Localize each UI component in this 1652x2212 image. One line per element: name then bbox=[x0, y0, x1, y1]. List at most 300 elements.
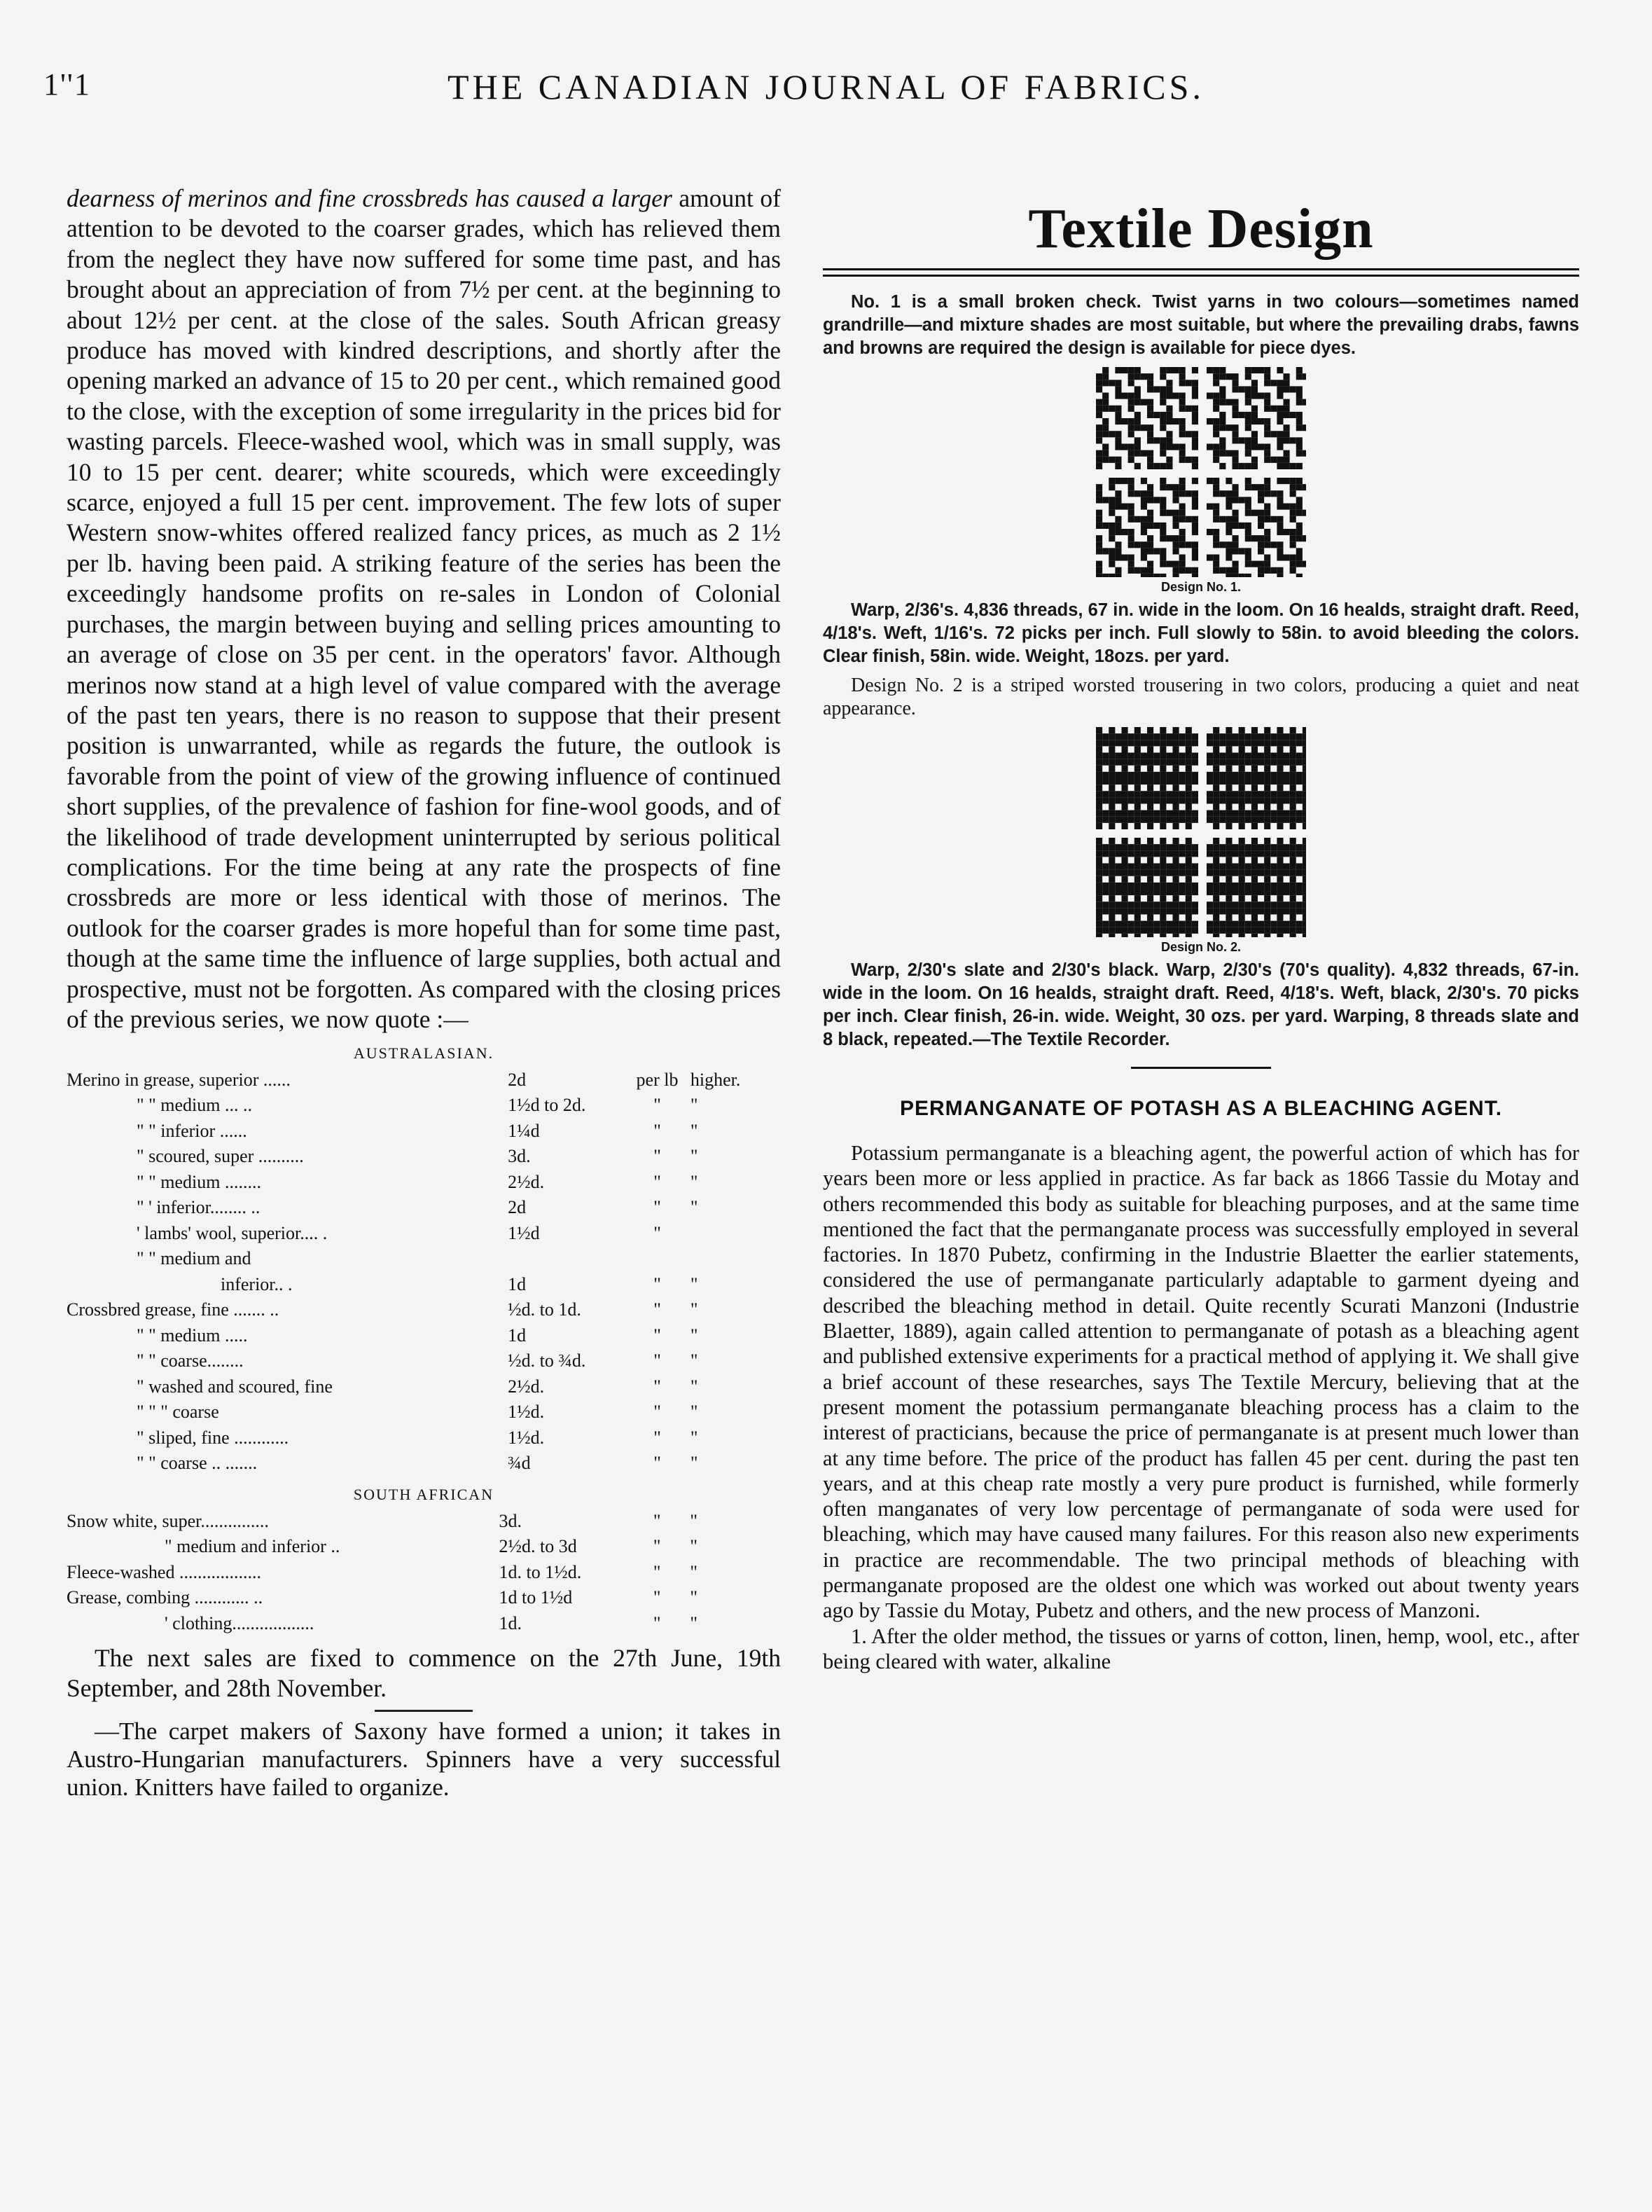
weave-cell bbox=[1179, 908, 1186, 914]
weave-cell bbox=[1277, 857, 1283, 863]
weave-cell bbox=[1179, 535, 1186, 541]
weave-cell bbox=[1290, 504, 1296, 510]
weave-cell bbox=[1226, 791, 1232, 797]
weave-cell bbox=[1109, 895, 1115, 901]
weave-cell bbox=[1153, 908, 1160, 914]
weave-cell bbox=[1251, 857, 1258, 863]
weave-cell bbox=[1173, 567, 1179, 574]
weave-cell bbox=[1277, 555, 1283, 561]
weave-cell bbox=[1128, 431, 1134, 437]
weave-cell bbox=[1115, 367, 1121, 373]
weave-cell bbox=[1270, 889, 1277, 895]
weave-cell bbox=[1134, 817, 1141, 823]
weave-cell bbox=[1102, 921, 1109, 927]
permanganate-paragraph-1: Potassium permanganate is a bleaching agent, the powerful action of which has for years been more or less applied in practice. As far back as 1866 Tassie du Motay and others recommended this body as suitable for bleaching purposes, and at the same time mentioned the fact that the permanganate process was successfully employed in several factories. In 1870 Pubetz, confirming in the Industrie Blaetter the earlier statements, considered the use of permanganate particularly adaptable to garment dyeing and described the bleaching method in detail. Quite recently Scurati Manzoni (Industrie Blaetter, 1889), again called attention to permanganate of potash as a bleaching agent and published extensive experiments for a practical method of applying it. We shall give a brief account of these researches, says The Textile Mercury, believing that at the present moment the potassium permanganate bleaching process has a claim to the interest of practicians, because the price of permanganate is at present much lower than at any time before. The price of the product has fallen 45 per cent. during the past ten years, and at this cheap rate mostly a very pure product is furnished, while formerly often manganates of very low percentage of permanganate of soda were used for bleaching, which may have caused many failures. For this reason also new experiments in practice are recommendable. The two principal methods of bleaching with permanganate proposed are the oldest one which was worked out about twenty years ago by Tassie du Motay, Pubetz and others, and the new process of Manzoni. bbox=[823, 1141, 1579, 1623]
weave-cell bbox=[1096, 753, 1102, 759]
weave-cell bbox=[1102, 399, 1109, 406]
price-cell-desc: inferior.. . bbox=[221, 1273, 293, 1294]
weave-cell bbox=[1213, 876, 1219, 883]
weave-cell bbox=[1233, 901, 1239, 908]
weave-cell bbox=[1277, 753, 1283, 759]
price-cell-price: 3d. bbox=[499, 1510, 522, 1531]
weave-cell bbox=[1192, 406, 1198, 412]
weave-cell bbox=[1109, 908, 1115, 914]
weave-cell bbox=[1141, 844, 1147, 850]
weave-cell bbox=[1264, 772, 1270, 778]
weave-cell bbox=[1128, 424, 1134, 431]
weave-cell bbox=[1264, 490, 1270, 497]
weave-cell bbox=[1264, 778, 1270, 784]
weave-cell bbox=[1128, 791, 1134, 797]
weave-cell bbox=[1296, 463, 1303, 469]
weave-cell bbox=[1134, 857, 1141, 863]
weave-cell bbox=[1213, 444, 1219, 450]
weave-cell bbox=[1160, 895, 1166, 901]
weave-cell bbox=[1277, 921, 1283, 927]
weave-cell bbox=[1213, 915, 1219, 921]
weave-cell bbox=[1109, 772, 1115, 778]
weave-cell bbox=[1179, 367, 1186, 373]
weave-cell bbox=[1207, 529, 1213, 535]
weave-cell bbox=[1134, 740, 1141, 746]
weave-cell bbox=[1219, 889, 1226, 895]
weave-cell bbox=[1264, 510, 1270, 516]
weave-cell bbox=[1179, 753, 1186, 759]
weave-cell bbox=[1303, 864, 1306, 870]
weave-cell bbox=[1160, 901, 1166, 908]
weave-cell bbox=[1134, 367, 1141, 373]
weave-cell bbox=[1134, 791, 1141, 797]
weave-cell bbox=[1284, 463, 1290, 469]
weave-cell bbox=[1115, 548, 1121, 554]
weave-cell bbox=[1096, 380, 1102, 386]
weave-cell bbox=[1303, 746, 1306, 752]
weave-cell bbox=[1296, 817, 1303, 823]
weave-cell bbox=[1115, 406, 1121, 412]
weave-cell bbox=[1134, 444, 1141, 450]
weave-cell bbox=[1258, 864, 1264, 870]
weave-cell bbox=[1233, 516, 1239, 523]
weave-cell bbox=[1186, 797, 1192, 803]
weave-cell bbox=[1251, 733, 1258, 740]
weave-cell bbox=[1264, 561, 1270, 567]
weave-cell bbox=[1102, 574, 1109, 577]
weave-cell bbox=[1213, 484, 1219, 490]
weave-cell bbox=[1147, 876, 1153, 883]
weave-cell bbox=[1134, 804, 1141, 810]
weave-cell bbox=[1258, 889, 1264, 895]
weave-cell bbox=[1290, 838, 1296, 844]
weave-cell bbox=[1277, 864, 1283, 870]
price-cell-price: 1½d bbox=[508, 1222, 540, 1243]
weave-cell bbox=[1213, 541, 1219, 548]
weave-cell bbox=[1303, 804, 1306, 810]
weave-cell bbox=[1296, 535, 1303, 541]
weave-cell bbox=[1284, 555, 1290, 561]
weave-cell bbox=[1147, 523, 1153, 529]
weave-cell bbox=[1258, 733, 1264, 740]
price-cell-price: 1d bbox=[508, 1325, 527, 1346]
weave-cell bbox=[1173, 759, 1179, 766]
weave-cell bbox=[1173, 541, 1179, 548]
weave-cell bbox=[1102, 778, 1109, 784]
weave-cell bbox=[1233, 810, 1239, 817]
weave-cell bbox=[1258, 908, 1264, 914]
weave-cell bbox=[1239, 463, 1245, 469]
weave-cell bbox=[1160, 463, 1166, 469]
weave-cell bbox=[1166, 759, 1172, 766]
weave-cell bbox=[1102, 424, 1109, 431]
weave-cell bbox=[1264, 567, 1270, 574]
weave-cell bbox=[1147, 817, 1153, 823]
weave-cell bbox=[1290, 478, 1296, 484]
weave-cell bbox=[1296, 412, 1303, 418]
weave-cell bbox=[1122, 908, 1128, 914]
price-cell-higher: " bbox=[690, 1120, 698, 1141]
weave-cell bbox=[1102, 733, 1109, 740]
weave-cell bbox=[1141, 424, 1147, 431]
weave-cell bbox=[1277, 367, 1283, 373]
weave-cell bbox=[1264, 870, 1270, 876]
weave-cell bbox=[1096, 838, 1102, 844]
weave-cell bbox=[1270, 817, 1277, 823]
weave-cell bbox=[1213, 457, 1219, 463]
weave-cell bbox=[1277, 444, 1283, 450]
price-cell-higher: " bbox=[690, 1510, 697, 1531]
weave-cell bbox=[1284, 889, 1290, 895]
weave-cell bbox=[1213, 934, 1219, 937]
weave-cell bbox=[1284, 504, 1290, 510]
weave-cell bbox=[1207, 870, 1213, 876]
weave-cell bbox=[1141, 529, 1147, 535]
weave-cell bbox=[1264, 484, 1270, 490]
weave-cell bbox=[1096, 804, 1102, 810]
weave-cell bbox=[1226, 516, 1232, 523]
weave-cell bbox=[1290, 561, 1296, 567]
weave-cell bbox=[1233, 490, 1239, 497]
weave-cell bbox=[1233, 772, 1239, 778]
weave-cell bbox=[1226, 850, 1232, 857]
weave-cell bbox=[1096, 876, 1102, 883]
weave-cell bbox=[1264, 418, 1270, 424]
weave-cell bbox=[1166, 463, 1172, 469]
weave-cell bbox=[1109, 740, 1115, 746]
weave-cell bbox=[1251, 908, 1258, 914]
weave-cell bbox=[1251, 864, 1258, 870]
weave-cell bbox=[1109, 766, 1115, 772]
weave-cell bbox=[1303, 535, 1306, 541]
weave-cell bbox=[1258, 844, 1264, 850]
weave-cell bbox=[1186, 921, 1192, 927]
weave-cell bbox=[1251, 850, 1258, 857]
weave-cell bbox=[1226, 889, 1232, 895]
weave-cell bbox=[1096, 490, 1102, 497]
weave-cell bbox=[1251, 784, 1258, 791]
weave-cell bbox=[1122, 838, 1128, 844]
weave-cell bbox=[1109, 523, 1115, 529]
weave-cell bbox=[1122, 804, 1128, 810]
price-cell-price: 1d. to 1½d. bbox=[499, 1561, 582, 1582]
weave-cell bbox=[1277, 431, 1283, 437]
weave-cell bbox=[1264, 727, 1270, 733]
weave-cell bbox=[1270, 791, 1277, 797]
weave-cell bbox=[1192, 567, 1198, 574]
weave-cell bbox=[1226, 490, 1232, 497]
weave-cell bbox=[1296, 497, 1303, 503]
weave-cell bbox=[1147, 412, 1153, 418]
weave-cell bbox=[1128, 864, 1134, 870]
weave-cell bbox=[1277, 791, 1283, 797]
weave-cell bbox=[1173, 838, 1179, 844]
weave-cell bbox=[1277, 766, 1283, 772]
weave-cell bbox=[1128, 541, 1134, 548]
weave-cell bbox=[1109, 864, 1115, 870]
weave-cell bbox=[1166, 817, 1172, 823]
weave-cell bbox=[1173, 510, 1179, 516]
weave-cell bbox=[1290, 921, 1296, 927]
weave-cell bbox=[1186, 883, 1192, 889]
weave-cell bbox=[1226, 399, 1232, 406]
weave-cell bbox=[1284, 457, 1290, 463]
weave-cell bbox=[1128, 561, 1134, 567]
weave-cell bbox=[1277, 889, 1283, 895]
weave-cell bbox=[1245, 850, 1251, 857]
weave-cell bbox=[1160, 555, 1166, 561]
weave-cell bbox=[1179, 450, 1186, 457]
weave-cell bbox=[1296, 778, 1303, 784]
weave-cell bbox=[1290, 516, 1296, 523]
weave-cell bbox=[1192, 889, 1198, 895]
price-cell-desc: " scoured, super .......... bbox=[137, 1146, 304, 1167]
weave-cell bbox=[1239, 934, 1245, 937]
weave-cell bbox=[1147, 753, 1153, 759]
weave-cell bbox=[1245, 412, 1251, 418]
weave-cell bbox=[1264, 759, 1270, 766]
weave-cell bbox=[1109, 823, 1115, 829]
weave-cell bbox=[1290, 901, 1296, 908]
weave-cell bbox=[1245, 504, 1251, 510]
weave-cell bbox=[1096, 541, 1102, 548]
weave-cell bbox=[1296, 386, 1303, 392]
weave-cell bbox=[1245, 883, 1251, 889]
weave-cell bbox=[1251, 838, 1258, 844]
weave-cell bbox=[1096, 386, 1102, 392]
weave-cell bbox=[1213, 901, 1219, 908]
weave-cell bbox=[1102, 523, 1109, 529]
weave-cell bbox=[1219, 541, 1226, 548]
weave-cell bbox=[1303, 883, 1306, 889]
price-row bbox=[67, 1399, 774, 1425]
weave-cell bbox=[1160, 915, 1166, 921]
weave-cell bbox=[1141, 504, 1147, 510]
weave-cell bbox=[1303, 844, 1306, 850]
weave-cell bbox=[1147, 864, 1153, 870]
weave-cell bbox=[1160, 889, 1166, 895]
weave-cell bbox=[1160, 753, 1166, 759]
weave-cell bbox=[1115, 463, 1121, 469]
weave-cell bbox=[1213, 784, 1219, 791]
weave-cell bbox=[1233, 797, 1239, 803]
weave-cell bbox=[1160, 876, 1166, 883]
price-row bbox=[67, 1374, 774, 1399]
weave-cell bbox=[1160, 857, 1166, 863]
weave-cell bbox=[1115, 908, 1121, 914]
weave-cell bbox=[1147, 733, 1153, 740]
weave-cell bbox=[1270, 541, 1277, 548]
weave-cell bbox=[1192, 490, 1198, 497]
weave-cell bbox=[1258, 778, 1264, 784]
weave-cell bbox=[1239, 412, 1245, 418]
weave-cell bbox=[1173, 921, 1179, 927]
weave-cell bbox=[1245, 733, 1251, 740]
weave-cell bbox=[1233, 753, 1239, 759]
weave-cell bbox=[1186, 733, 1192, 740]
weave-cell bbox=[1264, 393, 1270, 399]
weave-cell bbox=[1245, 478, 1251, 484]
price-cell-desc: " " " coarse bbox=[137, 1402, 219, 1423]
weave-cell bbox=[1128, 817, 1134, 823]
weave-cell bbox=[1160, 766, 1166, 772]
weave-cell bbox=[1251, 810, 1258, 817]
weave-cell bbox=[1264, 791, 1270, 797]
price-cell-perlb: " bbox=[653, 1350, 661, 1371]
weave-cell bbox=[1290, 386, 1296, 392]
weave-cell bbox=[1213, 921, 1219, 927]
weave-cell bbox=[1213, 759, 1219, 766]
price-cell-price: 1½d to 2d. bbox=[508, 1095, 586, 1116]
weave-cell bbox=[1264, 901, 1270, 908]
price-cell-desc: " " inferior ...... bbox=[137, 1120, 247, 1141]
weave-cell bbox=[1109, 484, 1115, 490]
weave-cell bbox=[1226, 733, 1232, 740]
price-cell-desc: " medium and inferior .. bbox=[165, 1536, 340, 1557]
weave-cell bbox=[1186, 838, 1192, 844]
weave-cell bbox=[1186, 431, 1192, 437]
weave-cell bbox=[1284, 883, 1290, 889]
weave-cell bbox=[1213, 810, 1219, 817]
weave-cell bbox=[1102, 373, 1109, 380]
weave-cell bbox=[1134, 386, 1141, 392]
weave-cell bbox=[1134, 778, 1141, 784]
weave-cell bbox=[1102, 753, 1109, 759]
weave-cell bbox=[1207, 504, 1213, 510]
weave-cell bbox=[1179, 870, 1186, 876]
weave-cell bbox=[1270, 516, 1277, 523]
weave-cell bbox=[1179, 921, 1186, 927]
weave-cell bbox=[1147, 490, 1153, 497]
weave-cell bbox=[1284, 437, 1290, 443]
weave-cell bbox=[1277, 386, 1283, 392]
weave-cell bbox=[1102, 406, 1109, 412]
weave-cell bbox=[1186, 753, 1192, 759]
weave-cell bbox=[1233, 412, 1239, 418]
weave-cell bbox=[1186, 810, 1192, 817]
weave-cell bbox=[1239, 817, 1245, 823]
design2-spec: Warp, 2/30's slate and 2/30's black. Warp, 2/30's (70's quality). 4,832 threads, 67-in. wide in the loom. On 16 healds, straight draft. Reed, 4/18's. Weft, black, 2/30's. 70 picks per inch. Clear finish, 26-in. wide. Weight, 30 ozs. per yard. Warping, 8 threads slate and 8 black, repeated.—The Textile Recorder. bbox=[823, 960, 1579, 1049]
price-cell-desc: " " coarse........ bbox=[137, 1350, 244, 1371]
weave-cell bbox=[1096, 927, 1102, 934]
weave-cell bbox=[1141, 889, 1147, 895]
weave-cell bbox=[1109, 850, 1115, 857]
price-row bbox=[67, 1195, 774, 1221]
weave-cell bbox=[1128, 380, 1134, 386]
weave-cell bbox=[1128, 883, 1134, 889]
weave-cell bbox=[1219, 850, 1226, 857]
weave-cell bbox=[1160, 810, 1166, 817]
weave-cell bbox=[1160, 574, 1166, 577]
weave-cell bbox=[1147, 921, 1153, 927]
weave-cell bbox=[1134, 412, 1141, 418]
weave-cell bbox=[1251, 431, 1258, 437]
weave-cell bbox=[1128, 535, 1134, 541]
price-cell-price: 1½d. bbox=[508, 1402, 545, 1423]
weave-cell bbox=[1147, 484, 1153, 490]
price-cell-higher: " bbox=[690, 1273, 698, 1294]
weave-cell bbox=[1134, 850, 1141, 857]
weave-cell bbox=[1213, 478, 1219, 484]
weave-cell bbox=[1122, 529, 1128, 535]
price-cell-higher: higher. bbox=[690, 1069, 741, 1090]
weave-cell bbox=[1226, 759, 1232, 766]
weave-cell bbox=[1134, 927, 1141, 934]
weave-cell bbox=[1296, 791, 1303, 797]
weave-cell bbox=[1239, 759, 1245, 766]
weave-cell bbox=[1102, 844, 1109, 850]
weave-cell bbox=[1219, 424, 1226, 431]
weave-cell bbox=[1233, 561, 1239, 567]
weave-cell bbox=[1296, 561, 1303, 567]
price-cell-price: 1½d. bbox=[508, 1427, 545, 1448]
weave-cell bbox=[1096, 921, 1102, 927]
weave-cell bbox=[1239, 927, 1245, 934]
weave-cell bbox=[1153, 437, 1160, 443]
price-row bbox=[67, 1169, 774, 1195]
weave-cell bbox=[1213, 823, 1219, 829]
weave-cell bbox=[1245, 772, 1251, 778]
weave-cell bbox=[1192, 772, 1198, 778]
weave-cell bbox=[1128, 927, 1134, 934]
weave-cell bbox=[1219, 797, 1226, 803]
weave-cell bbox=[1239, 870, 1245, 876]
weave-cell bbox=[1179, 380, 1186, 386]
weave-cell bbox=[1264, 857, 1270, 863]
weave-cell bbox=[1096, 561, 1102, 567]
weave-cell bbox=[1270, 759, 1277, 766]
weave-cell bbox=[1213, 516, 1219, 523]
weave-cell bbox=[1115, 901, 1121, 908]
weave-cell bbox=[1096, 733, 1102, 740]
weave-cell bbox=[1233, 437, 1239, 443]
weave-cell bbox=[1245, 529, 1251, 535]
weave-cell bbox=[1134, 844, 1141, 850]
weave-cell bbox=[1096, 437, 1102, 443]
weave-cell bbox=[1173, 740, 1179, 746]
weave-cell bbox=[1219, 759, 1226, 766]
weave-cell bbox=[1296, 844, 1303, 850]
weave-cell bbox=[1179, 529, 1186, 535]
weave-cell bbox=[1284, 844, 1290, 850]
weave-cell bbox=[1173, 753, 1179, 759]
weave-cell bbox=[1213, 567, 1219, 574]
weave-cell bbox=[1102, 548, 1109, 554]
weave-cell bbox=[1134, 838, 1141, 844]
weave-cell bbox=[1147, 380, 1153, 386]
weave-cell bbox=[1296, 753, 1303, 759]
weave-cell bbox=[1109, 746, 1115, 752]
weave-cell bbox=[1147, 804, 1153, 810]
weave-cell bbox=[1115, 927, 1121, 934]
weave-cell bbox=[1153, 733, 1160, 740]
